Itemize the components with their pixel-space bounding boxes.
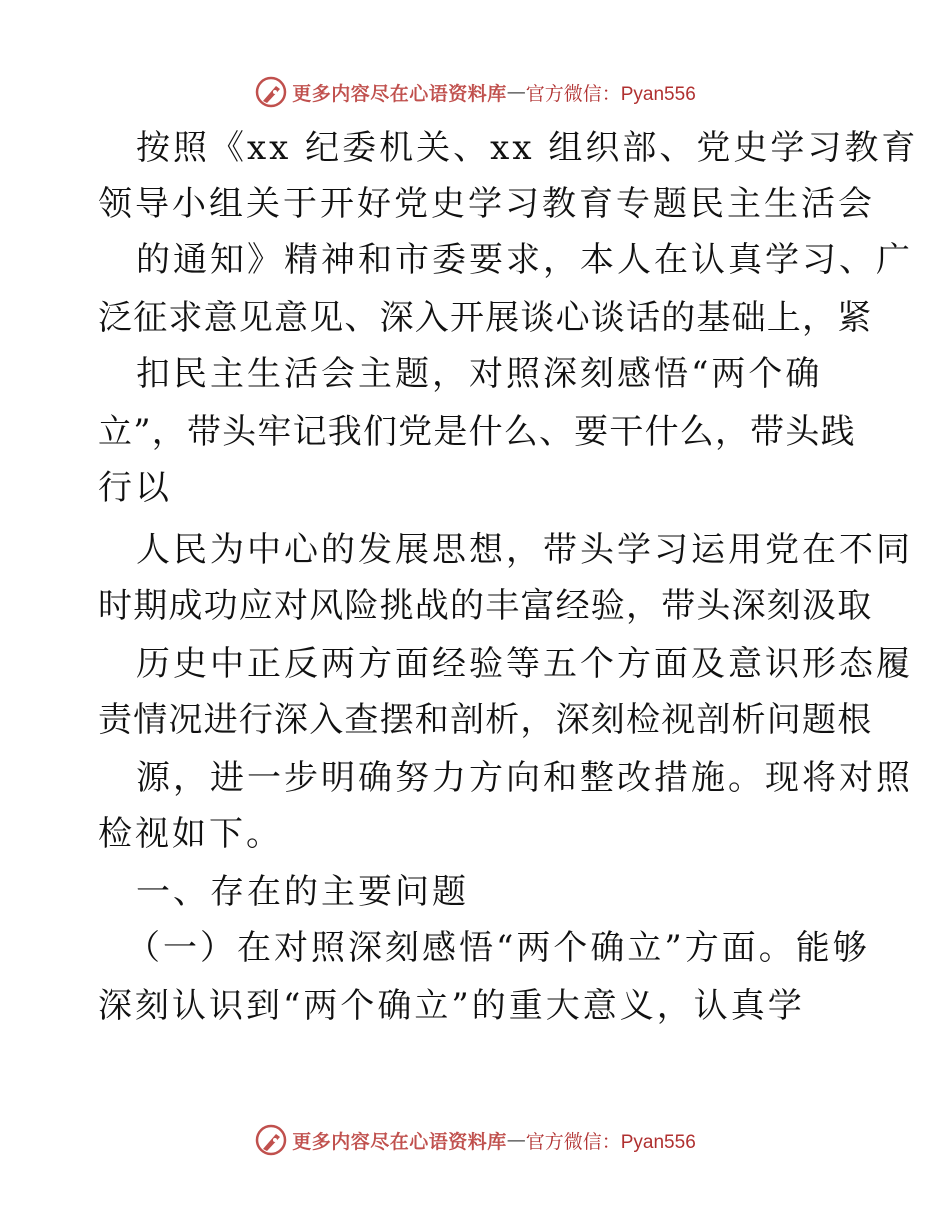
- page-footer-watermark: [0, 1120, 950, 1160]
- watermark-separator: —: [506, 1129, 526, 1151]
- watermark-main-text: 更多内容尽在心语资料库: [292, 82, 507, 105]
- body-line: 责情况进行深入查摆和剖析，深刻检视剖析问题根: [98, 700, 873, 740]
- body-line: 时期成功应对风险挑战的丰富经验，带头深刻汲取: [98, 586, 873, 626]
- pen-nib-logo-icon: [254, 75, 288, 109]
- body-line: 领导小组关于开好党史学习教育专题民主生活会: [98, 184, 875, 224]
- body-line: 按照《xx 纪委机关、xx 组织部、党史学习教育: [136, 128, 919, 168]
- watermark-main-text: 更多内容尽在心语资料库: [292, 1130, 507, 1153]
- body-line: 深刻认识到“两个确立”的重大意义，认真学: [98, 986, 805, 1026]
- body-line: 的通知》精神和市委要求，本人在认真学习、广: [136, 240, 913, 280]
- watermark-contact-text: 官方微信：Pyan556: [525, 83, 696, 105]
- watermark-contact-text: 官方微信：Pyan556: [525, 1131, 696, 1153]
- section-heading: 一、存在的主要问题: [136, 872, 469, 912]
- body-line: 行以: [98, 468, 172, 508]
- body-line: 人民为中心的发展思想，带头学习运用党在不同: [136, 530, 913, 570]
- body-line: 泛征求意见意见、深入开展谈心谈话的基础上，紧: [98, 298, 873, 338]
- body-line: 源，进一步明确努力方向和整改措施。现将对照: [136, 758, 913, 798]
- body-line: （一）在对照深刻感悟“两个确立”方面。能够: [126, 928, 870, 968]
- body-line: 立”，带头牢记我们党是什么、要干什么，带头践: [98, 412, 856, 452]
- page-header-watermark: [0, 72, 950, 112]
- body-line: 扣民主生活会主题，对照深刻感悟“两个确: [136, 354, 823, 394]
- watermark-separator: —: [506, 81, 526, 103]
- body-line: 历史中正反两方面经验等五个方面及意识形态履: [136, 644, 913, 684]
- body-line: 检视如下。: [98, 814, 283, 854]
- pen-nib-logo-icon: [254, 1123, 288, 1157]
